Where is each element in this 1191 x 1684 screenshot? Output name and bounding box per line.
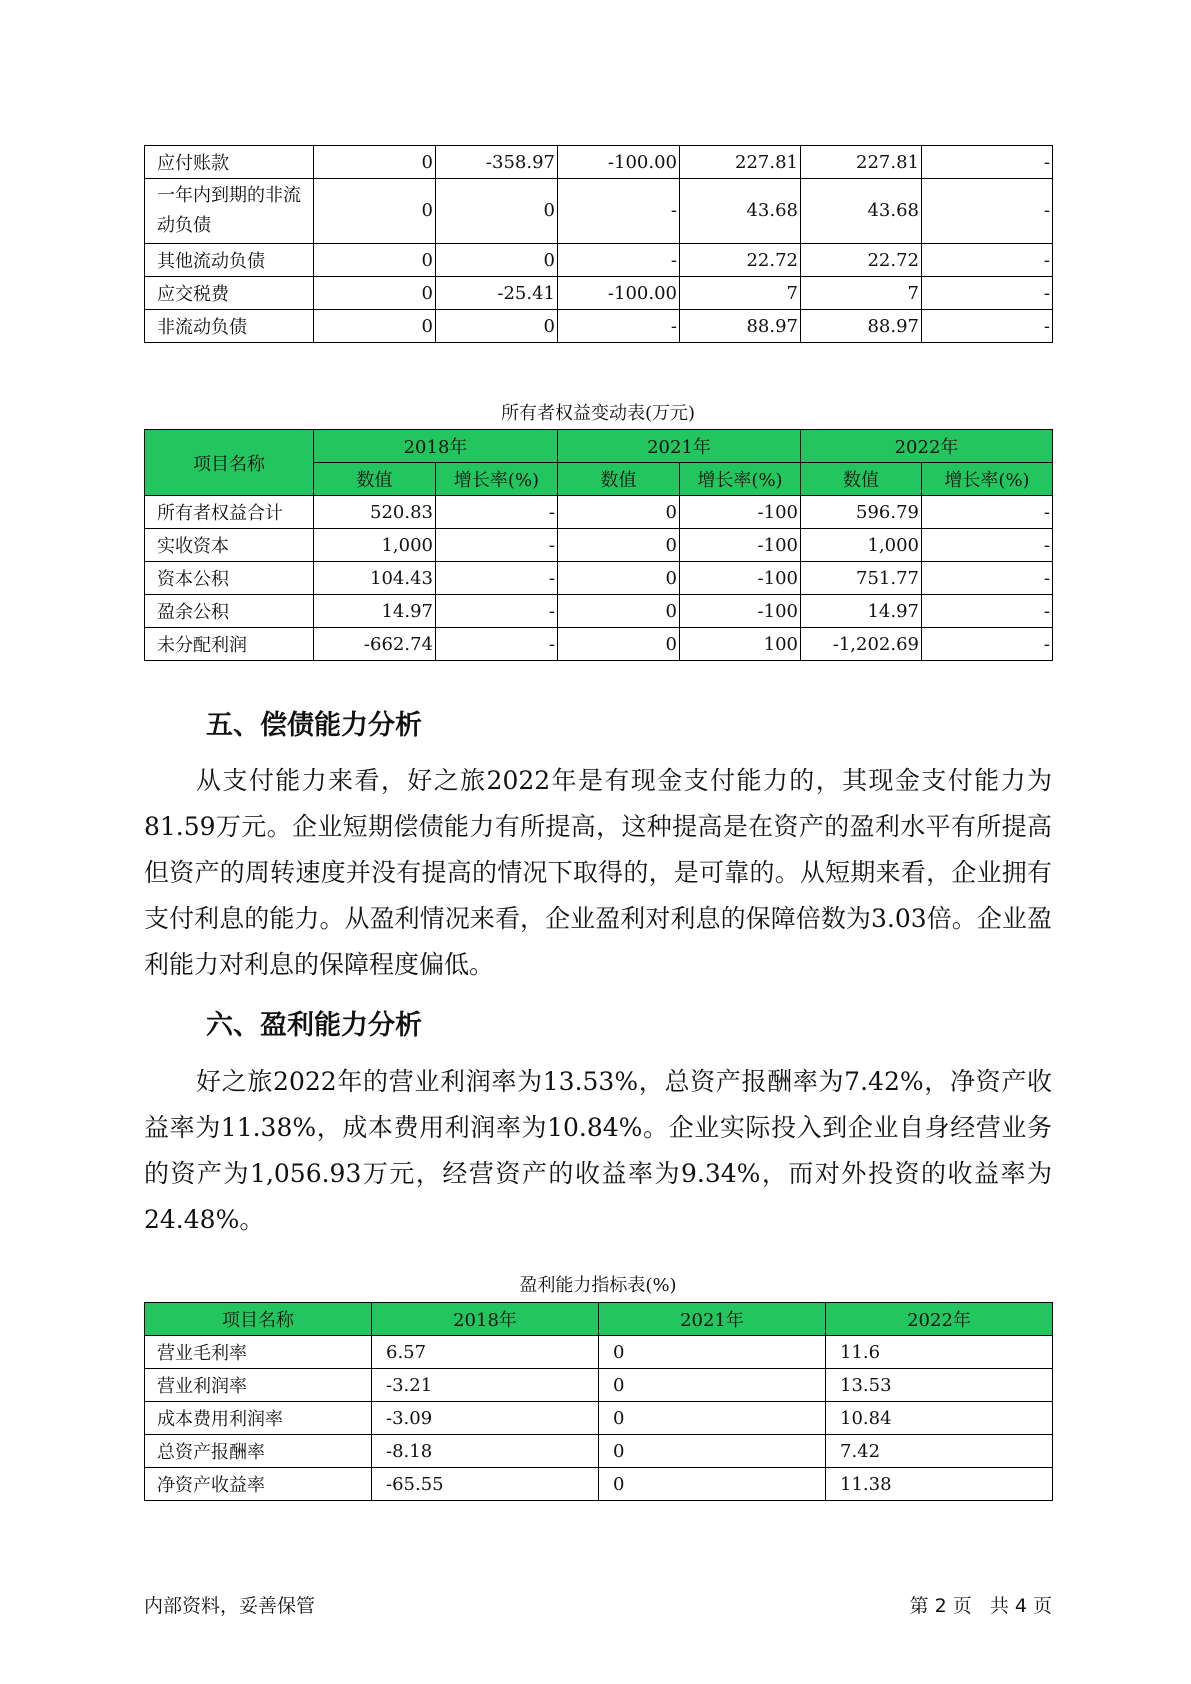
cell: 11.38 <box>826 1468 1053 1501</box>
row-label: 总资产报酬率 <box>145 1435 372 1468</box>
cell: 11.6 <box>826 1336 1053 1369</box>
cell: 7 <box>801 277 922 310</box>
table-row <box>145 179 1053 244</box>
cell: 0 <box>436 244 558 277</box>
cell: - <box>436 529 558 562</box>
year-header: 2018年 <box>372 1303 599 1336</box>
footer-page-number: 第 2 页 共 4 页 <box>909 1595 1052 1617</box>
header-row <box>145 430 1053 463</box>
footer-confidential-note: 内部资料，妥善保管 <box>144 1595 316 1617</box>
row-label: 成本费用利润率 <box>145 1402 372 1435</box>
cell: 0 <box>599 1336 826 1369</box>
row-label: 应付账款 <box>145 146 314 179</box>
cell: 22.72 <box>680 244 801 277</box>
cell: 0 <box>314 179 436 244</box>
cell: 1,000 <box>314 529 436 562</box>
cell: 0 <box>314 310 436 343</box>
cell: 88.97 <box>680 310 801 343</box>
cell: -100 <box>680 562 801 595</box>
table-row <box>145 244 1053 277</box>
cell: - <box>436 628 558 661</box>
cell: - <box>922 529 1053 562</box>
value-header: 数值 <box>314 463 436 496</box>
cell: - <box>922 595 1053 628</box>
cell: 0 <box>314 244 436 277</box>
row-label: 盈余公积 <box>145 595 314 628</box>
value-header: 数值 <box>558 463 680 496</box>
cell: 0 <box>599 1402 826 1435</box>
table-row <box>145 496 1053 529</box>
cell: 43.68 <box>801 179 922 244</box>
cell: -1,202.69 <box>801 628 922 661</box>
cell: 6.57 <box>372 1336 599 1369</box>
table-row <box>145 146 1053 179</box>
cell: - <box>922 244 1053 277</box>
cell: -100 <box>680 529 801 562</box>
row-label: 营业毛利率 <box>145 1336 372 1369</box>
cell: - <box>436 562 558 595</box>
cell: 43.68 <box>680 179 801 244</box>
table-row <box>145 1402 1053 1435</box>
cell: - <box>922 562 1053 595</box>
profit-table <box>144 1302 1053 1501</box>
item-header: 项目名称 <box>145 430 314 496</box>
cell: 227.81 <box>680 146 801 179</box>
row-label: 所有者权益合计 <box>145 496 314 529</box>
section-paragraph-profitability: 好之旅2022年的营业利润率为13.53%，总资产报酬率为7.42%，净资产收益率为11.38%，成本费用利润率为10.84%。企业实际投入到企业自身经营业务的资产为1,056.93万元，经营资产的收益率为9.34%，而对外投资的收益率为24.48%。 <box>144 1067 1052 1234</box>
section-heading-solvency: 五、偿债能力分析 <box>206 710 422 741</box>
table-row <box>145 1468 1053 1501</box>
row-label: 净资产收益率 <box>145 1468 372 1501</box>
cell: 0 <box>558 496 680 529</box>
cell: - <box>436 496 558 529</box>
cell: -25.41 <box>436 277 558 310</box>
row-label: 非流动负债 <box>145 310 314 343</box>
year-header: 2021年 <box>558 430 801 463</box>
cell: 0 <box>558 595 680 628</box>
row-label: 实收资本 <box>145 529 314 562</box>
cell: 7 <box>680 277 801 310</box>
cell: 10.84 <box>826 1402 1053 1435</box>
cell: 22.72 <box>801 244 922 277</box>
equity-table <box>144 429 1053 661</box>
cell: -100 <box>680 595 801 628</box>
cell: - <box>922 628 1053 661</box>
cell: 88.97 <box>801 310 922 343</box>
cell: 13.53 <box>826 1369 1053 1402</box>
growth-header: 增长率(%) <box>436 463 558 496</box>
section-heading-profitability: 六、盈利能力分析 <box>206 1010 422 1041</box>
cell: 751.77 <box>801 562 922 595</box>
table-row <box>145 1435 1053 1468</box>
cell: 14.97 <box>314 595 436 628</box>
liabilities-table <box>144 145 1053 343</box>
cell: 0 <box>314 146 436 179</box>
cell: 104.43 <box>314 562 436 595</box>
table-row <box>145 529 1053 562</box>
growth-header: 增长率(%) <box>680 463 801 496</box>
row-label: 一年内到期的非流动负债 <box>145 179 314 244</box>
row-label: 资本公积 <box>145 562 314 595</box>
equity-table-caption: 所有者权益变动表(万元) <box>500 403 696 424</box>
cell: - <box>922 310 1053 343</box>
cell: -100.00 <box>558 146 680 179</box>
cell: 596.79 <box>801 496 922 529</box>
table-row <box>145 1336 1053 1369</box>
cell: - <box>558 244 680 277</box>
row-label: 营业利润率 <box>145 1369 372 1402</box>
cell: -100 <box>680 496 801 529</box>
cell: 0 <box>558 562 680 595</box>
table-row <box>145 562 1053 595</box>
cell: 0 <box>436 179 558 244</box>
cell: 0 <box>558 529 680 562</box>
cell: 520.83 <box>314 496 436 529</box>
cell: -3.21 <box>372 1369 599 1402</box>
cell: - <box>922 146 1053 179</box>
table-row <box>145 628 1053 661</box>
cell: -8.18 <box>372 1435 599 1468</box>
year-header: 2018年 <box>314 430 558 463</box>
row-label: 其他流动负债 <box>145 244 314 277</box>
cell: -65.55 <box>372 1468 599 1501</box>
year-header: 2022年 <box>801 430 1053 463</box>
cell: 7.42 <box>826 1435 1053 1468</box>
section-paragraph-solvency: 从支付能力来看，好之旅2022年是有现金支付能力的，其现金支付能力为81.59万元。企业短期偿债能力有所提高，这种提高是在资产的盈利水平有所提高但资产的周转速度并没有提高的情况下取得的，是可靠的。从短期来看，企业拥有支付利息的能力。从盈利情况来看，企业盈利对利息的保障倍数为3.03倍。企业盈利能力对利息的保障程度偏低。 <box>144 766 1052 979</box>
table-row <box>145 1369 1053 1402</box>
cell: 0 <box>558 628 680 661</box>
cell: 0 <box>599 1369 826 1402</box>
cell: - <box>558 179 680 244</box>
cell: 1,000 <box>801 529 922 562</box>
cell: -3.09 <box>372 1402 599 1435</box>
growth-header: 增长率(%) <box>922 463 1053 496</box>
cell: 0 <box>599 1435 826 1468</box>
table-row <box>145 277 1053 310</box>
cell: - <box>922 277 1053 310</box>
table-row <box>145 310 1053 343</box>
year-header: 2021年 <box>599 1303 826 1336</box>
row-label: 未分配利润 <box>145 628 314 661</box>
cell: 0 <box>436 310 558 343</box>
cell: - <box>558 310 680 343</box>
item-header: 项目名称 <box>145 1303 372 1336</box>
value-header: 数值 <box>801 463 922 496</box>
cell: -100.00 <box>558 277 680 310</box>
cell: 0 <box>314 277 436 310</box>
cell: - <box>922 179 1053 244</box>
cell: - <box>922 496 1053 529</box>
cell: 14.97 <box>801 595 922 628</box>
cell: - <box>436 595 558 628</box>
year-header: 2022年 <box>826 1303 1053 1336</box>
header-row <box>145 1303 1053 1336</box>
cell: 100 <box>680 628 801 661</box>
cell: -662.74 <box>314 628 436 661</box>
cell: -358.97 <box>436 146 558 179</box>
cell: 227.81 <box>801 146 922 179</box>
profit-table-caption: 盈利能力指标表(%) <box>519 1275 677 1296</box>
table-row <box>145 595 1053 628</box>
cell: 0 <box>599 1468 826 1501</box>
row-label: 应交税费 <box>145 277 314 310</box>
